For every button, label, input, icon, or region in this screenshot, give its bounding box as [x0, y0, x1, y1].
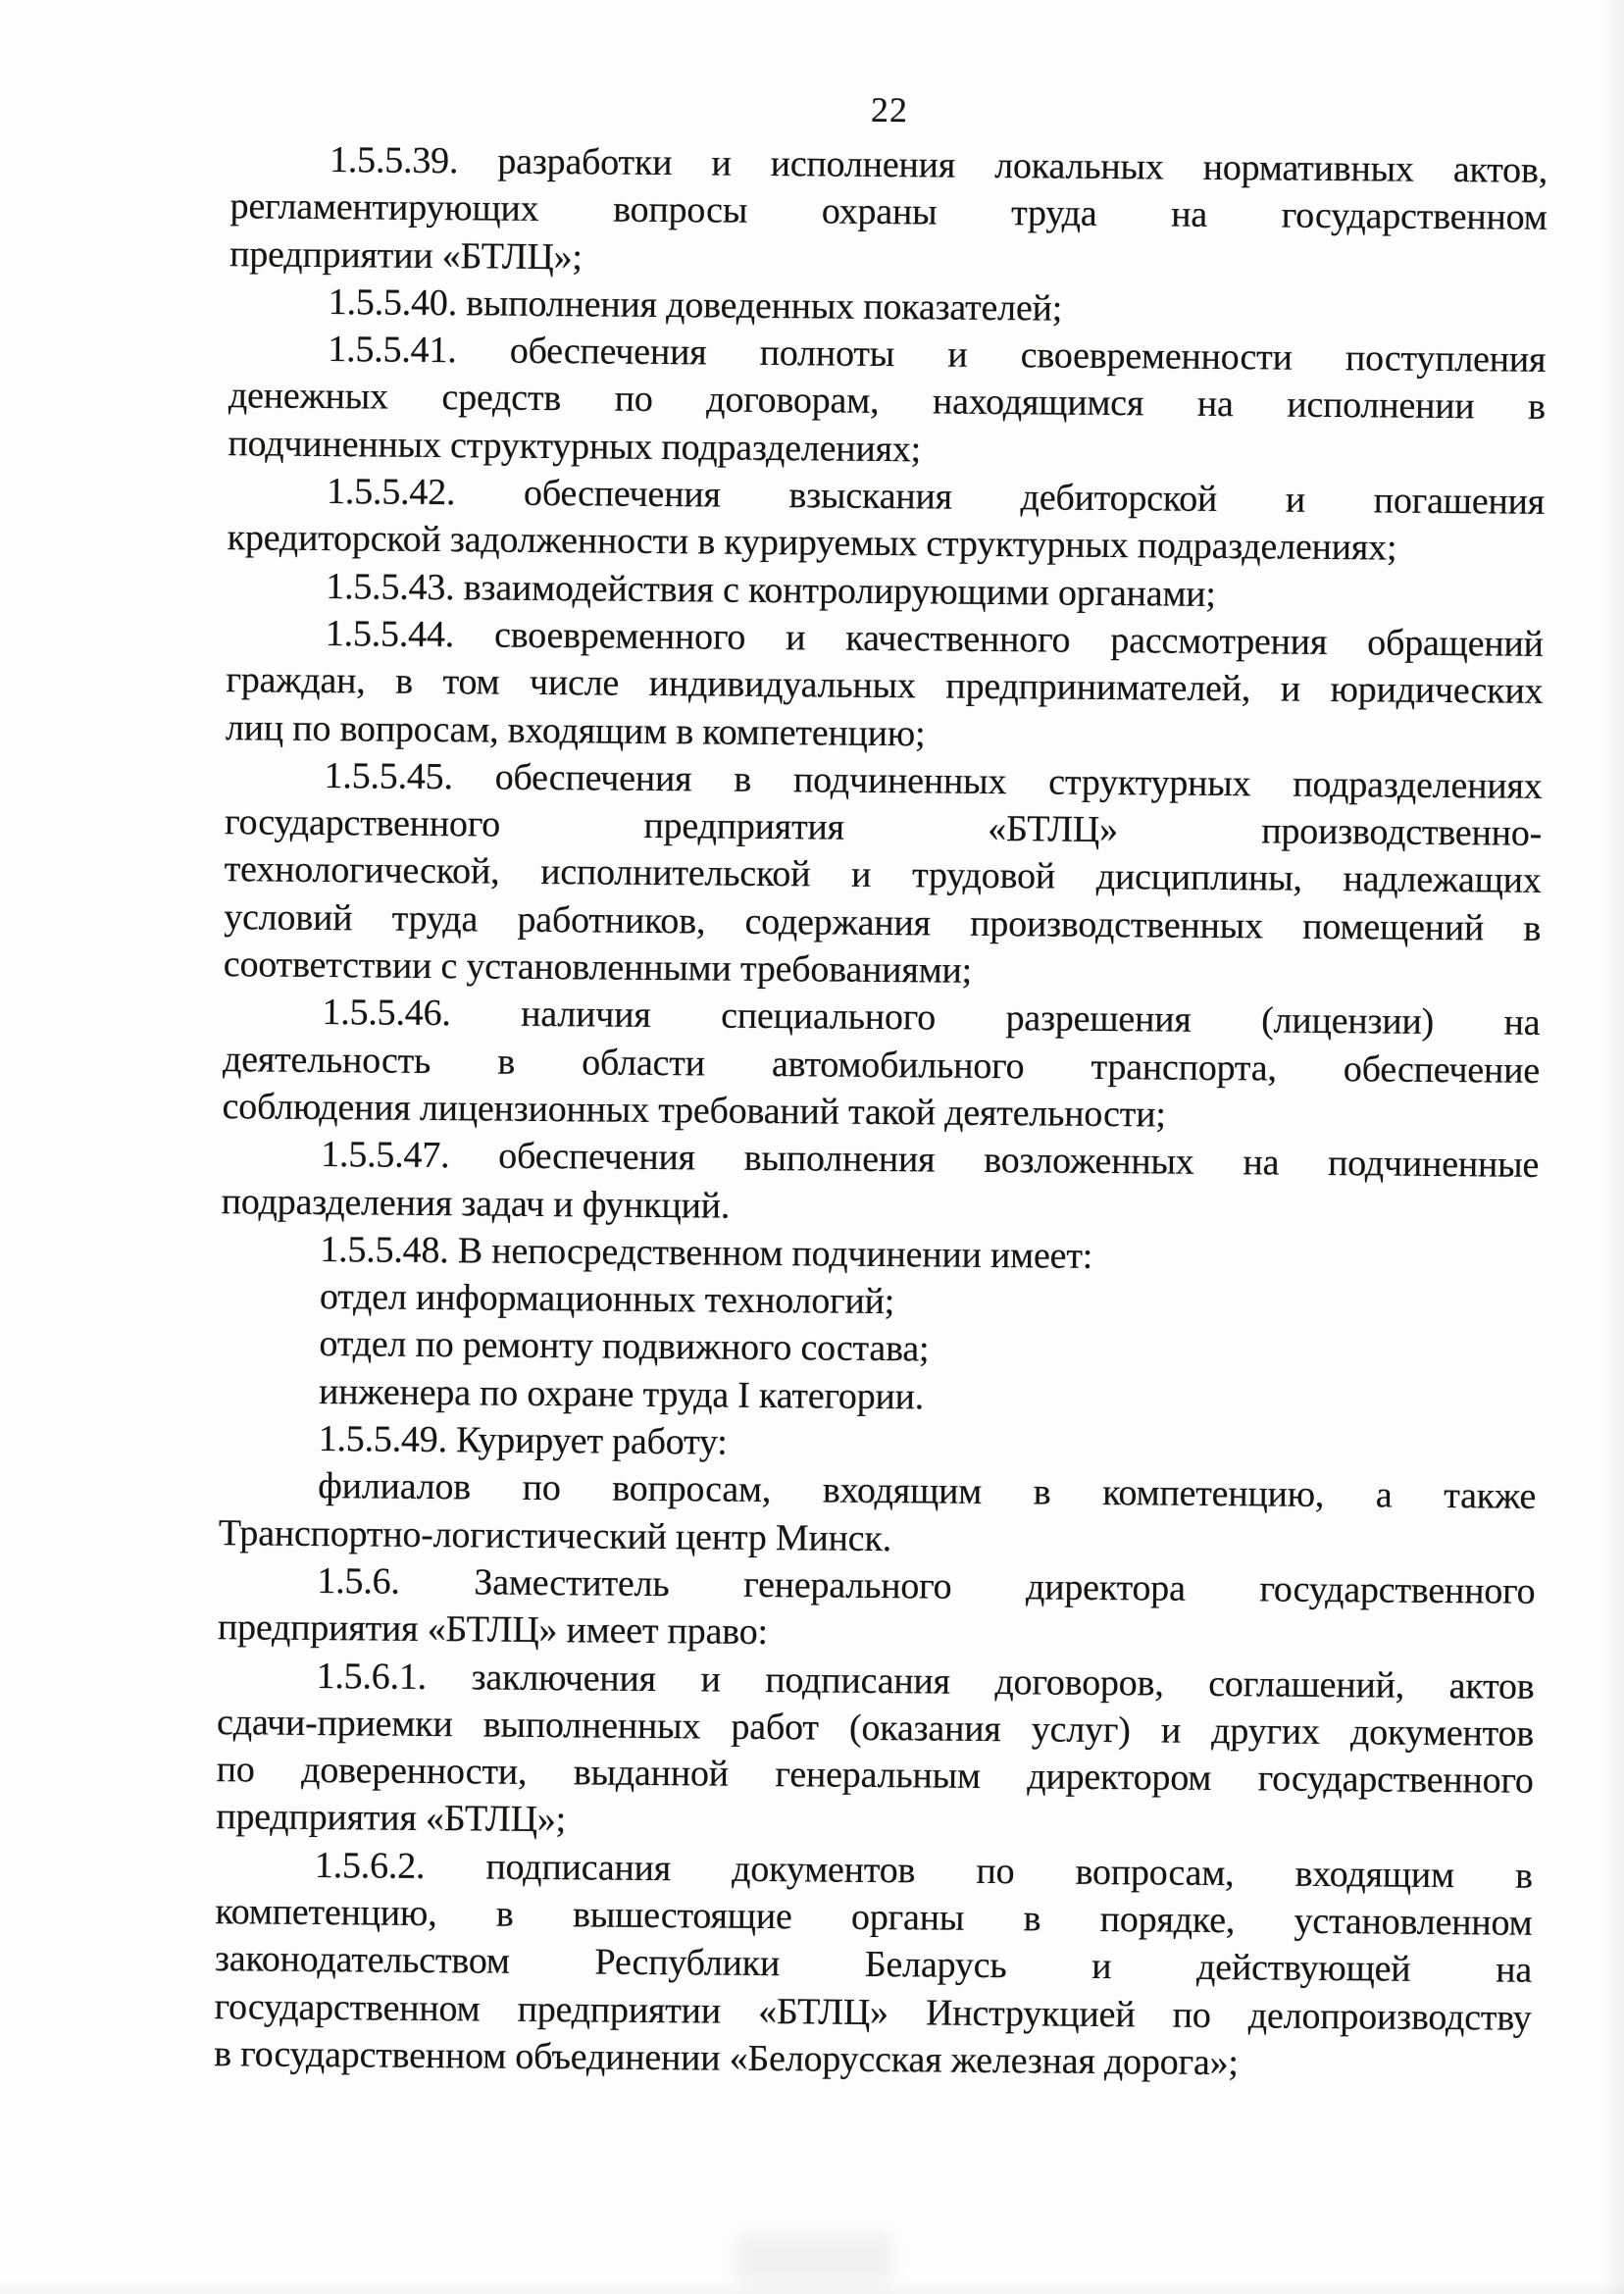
text-line: 1.5.5.45. обеспечения в подчиненных структурных подразделениях: [324, 754, 1543, 807]
text-line: 1.5.5.43. взаимодействия с контролирующими органами;: [326, 565, 1216, 615]
text-line: 1.5.5.39. разработки и исполнения локальных нормативных актов,: [329, 139, 1548, 191]
document-content: [214, 80, 1548, 2089]
text-line: лиц по вопросам, входящим в компетенцию;: [225, 706, 926, 754]
text-line: законодательством Республики Беларусь и действующей на: [214, 1938, 1533, 1992]
text-line: 1.5.5.47. обеспечения выполнения возложенных на подчиненные: [321, 1134, 1540, 1187]
text-line: 1.5.5.41. обеспечения полноты и своевременности поступления: [328, 329, 1547, 382]
text-line: 1.5.6.2. подписания документов по вопросам, входящим в: [314, 1844, 1534, 1897]
text-line: 1.5.5.42. обеспечения взыскания дебиторской и погашения: [326, 471, 1546, 523]
text-line: 1.5.5.44. своевременного и качественного рассмотрения обращений: [325, 613, 1544, 665]
document-body: [214, 135, 1548, 2089]
text-line: предприятия «БТЛЦ»;: [216, 1796, 567, 1841]
text-line: 1.5.5.48. В непосредственном подчинении имеет:: [320, 1228, 1093, 1277]
page-number: 22: [870, 89, 909, 130]
text-line: соответствии с установленными требованиями;: [223, 943, 973, 992]
text-line: инженера по охране труда I категории.: [318, 1370, 925, 1418]
text-line: компетенцию, в вышестоящие органы в порядке, установленном: [215, 1891, 1533, 1944]
text-line: 1.5.5.46. наличия специального разрешения (лицензии) на: [322, 992, 1541, 1045]
text-line: государственном предприятии «БТЛЦ» Инструкцией по делопроизводству: [214, 1985, 1532, 2039]
scan-bottom-shadow: [0, 2280, 1624, 2294]
scan-edge-shadow: [1602, 0, 1624, 2294]
text-line: сдачи-приемки выполненных работ (оказания услуг) и других документов: [216, 1701, 1535, 1755]
text-line: регламентирующих вопросы охраны труда на государственном: [229, 185, 1548, 239]
text-line: денежных средств по договорам, находящимся на исполнении в: [228, 375, 1547, 429]
text-line: государственного предприятия «БТЛЦ» производственно-: [224, 801, 1543, 855]
text-line: предприятия «БТЛЦ» имеет право:: [217, 1606, 769, 1654]
text-line: 1.5.6.1. заключения и подписания договоров, соглашений, актов: [316, 1655, 1535, 1708]
text-line: условий труда работников, содержания производственных помещений в: [224, 895, 1542, 949]
text-line: подразделения задач и функций.: [221, 1180, 731, 1227]
text-line: деятельность в области автомобильного транспорта, обеспечение: [222, 1038, 1541, 1092]
text-line: граждан, в том числе индивидуальных предпринимателей, и юридических: [226, 659, 1544, 713]
text-line: подчиненных структурных подразделениях;: [228, 422, 922, 471]
text-line: 1.5.5.49. Курирует работу:: [318, 1418, 728, 1463]
text-line: в государственном объединении «Белорусская железная дорога»;: [214, 2032, 1239, 2084]
text-line: филиалов по вопросам, входящим в компетенцию, а также: [318, 1465, 1537, 1518]
text-line: отдел по ремонту подвижного состава;: [319, 1323, 930, 1370]
text-line: 1.5.6. Заместитель генерального директора государственного: [317, 1559, 1536, 1612]
text-line: соблюдения лицензионных требований такой деятельности;: [222, 1086, 1166, 1136]
text-line: предприятии «БТЛЦ»;: [229, 232, 583, 278]
text-line: по доверенности, выданной генеральным директором государственного: [216, 1749, 1534, 1802]
text-line: 1.5.5.40. выполнения доведенных показателей;: [328, 280, 1063, 330]
text-line: технологической, исполнительской и трудовой дисциплины, надлежащих: [224, 848, 1542, 902]
scan-smudge: [736, 2234, 892, 2283]
text-line: отдел информационных технологий;: [319, 1276, 895, 1323]
text-line: кредиторской задолженности в курируемых структурных подразделениях;: [227, 517, 1397, 569]
text-line: Транспортно-логистический центр Минск.: [218, 1511, 892, 1559]
